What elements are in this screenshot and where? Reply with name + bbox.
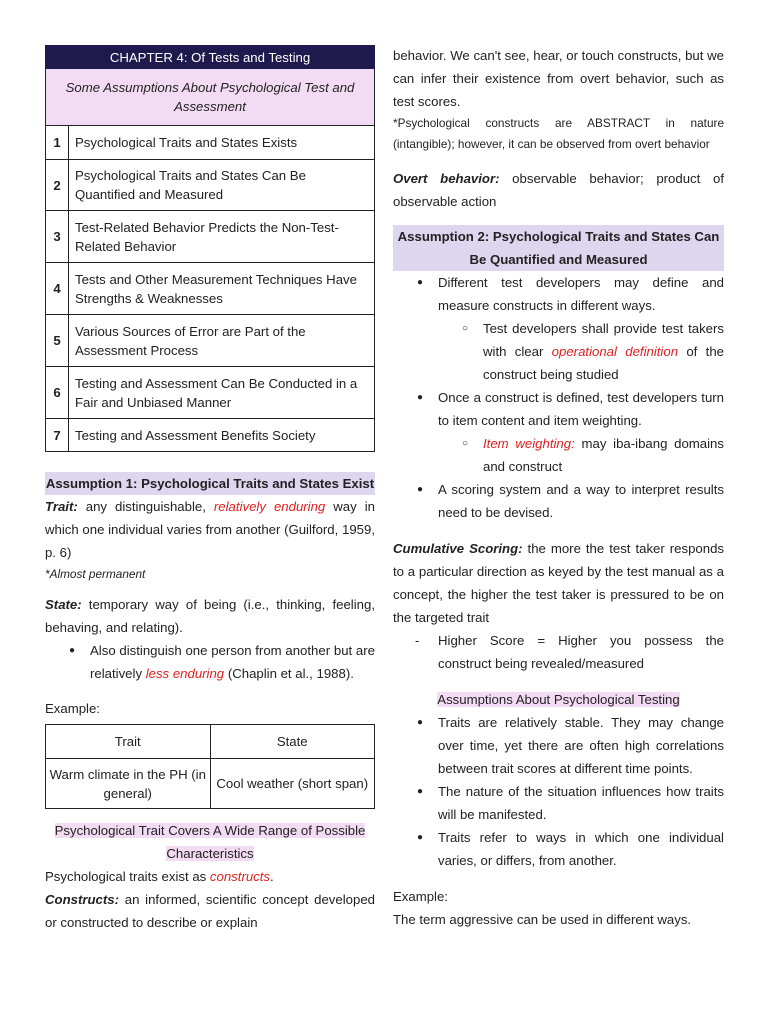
trait-term: Trait: [45, 499, 78, 514]
row-number: 5 [46, 315, 69, 367]
state-term: State: [45, 597, 82, 612]
trait-note: *Almost permanent [45, 567, 146, 581]
list-item: ● The nature of the situation influences how traits will be manifested. [417, 784, 724, 822]
row-number: 6 [46, 367, 69, 419]
state-bullets [45, 639, 375, 685]
constructs-line: Psychological traits exist as constructs. [45, 869, 274, 884]
header-state: State [210, 725, 375, 759]
trait-highlight: relatively enduring [213, 499, 326, 514]
list-item: ● Different test developers may define and measure constructs in different ways. [417, 275, 724, 313]
cell-trait: Warm climate in the PH (in general) [46, 759, 211, 809]
list-item: ● A scoring system and a way to interpret results need to be devised. [417, 482, 724, 520]
cumulative-term: Cumulative Scoring: [393, 541, 523, 556]
testing-heading: Assumptions About Psychological Testing [437, 692, 680, 707]
overt-term: Overt behavior: [393, 171, 500, 186]
cell-state: Cool weather (short span) [210, 759, 375, 809]
row-text: Psychological Traits and States Can Be Quantified and Measured [69, 160, 375, 211]
assumption2-heading: Assumption 2: Psychological Traits and States Can Be Quantified and Measured [393, 225, 724, 271]
row-number: 3 [46, 211, 69, 263]
trait-text-end: way in which one individual varies from another (Guilford, 1959, p. 6) [45, 499, 375, 560]
dash-list [393, 629, 724, 675]
assumption2-bullets [393, 271, 724, 524]
list-item: ● Traits are relatively stable. They may change over time, yet there are often high correlations between trait scores at different time points. [417, 715, 724, 776]
row-number: 7 [46, 419, 69, 452]
constructs-definition: Constructs: an informed, scientific concept developed or constructed to describe or explain [45, 892, 375, 930]
constructs-term: Constructs: [45, 892, 119, 907]
row-text: Tests and Other Measurement Techniques Have Strengths & Weaknesses [69, 263, 375, 315]
trait-definition [45, 495, 375, 564]
cumulative-definition: Cumulative Scoring: the more the test taker responds to a particular direction as keyed by the test manual as a concept, the higher the test taker is pressured to be on the targeted trait [393, 541, 724, 625]
testing-heading-wrap [393, 688, 724, 711]
row-text: Psychological Traits and States Exists [69, 126, 375, 160]
example-label-right: Example: [393, 889, 448, 904]
abstract-note: *Psychological constructs are ABSTRACT in nature (intangible); however, it can be observed from overt behavior [393, 116, 724, 151]
list-item: ○ Item weighting: may iba-ibang domains and construct [462, 436, 724, 474]
aggressive-line: The term aggressive can be used in different ways. [393, 912, 692, 927]
left-column [45, 45, 375, 934]
range-heading: Psychological Trait Covers A Wide Range of Possible Characteristics [54, 823, 366, 861]
chapter-table [45, 45, 375, 452]
list-item: ○ Test developers shall provide test takers with clear operational definition of the construct being studied [462, 321, 724, 382]
state-text: temporary way of being (i.e., thinking, feeling, behaving, and relating). [45, 597, 375, 635]
state-definition [45, 593, 375, 639]
row-text: Various Sources of Error are Part of the Assessment Process [69, 315, 375, 367]
list-item: ● Once a construct is defined, test developers turn to item content and item weighting. [417, 390, 724, 428]
row-number: 2 [46, 160, 69, 211]
assumption1-heading: Assumption 1: Psychological Traits and States Exist [45, 472, 375, 495]
chapter-title: CHAPTER 4: Of Tests and Testing [46, 46, 375, 69]
row-number: 4 [46, 263, 69, 315]
list-item: ● Traits refer to ways in which one individual varies, or differs, from another. [417, 830, 724, 868]
row-text: Testing and Assessment Can Be Conducted in a Fair and Unbiased Manner [69, 367, 375, 419]
row-number: 1 [46, 126, 69, 160]
header-trait: Trait [46, 725, 211, 759]
example-label: Example: [45, 701, 100, 716]
example-table [45, 724, 375, 809]
constructs-continued: behavior. We can't see, hear, or touch constructs, but we can infer their existence from overt behavior, such as test scores. [393, 48, 724, 109]
range-heading-wrap [45, 819, 375, 865]
testing-bullets [393, 711, 724, 872]
trait-text: any distinguishable, [77, 499, 214, 514]
list-item: - Higher Score = Higher you possess the construct being revealed/measured [415, 633, 724, 671]
chapter-subtitle: Some Assumptions About Psychological Test and Assessment [46, 69, 375, 126]
right-column [393, 44, 724, 931]
overt-definition: Overt behavior: observable behavior; product of observable action [393, 171, 724, 209]
list-item: ● Also distinguish one person from another but are relatively less enduring (Chaplin et al., 1988). [69, 643, 375, 681]
row-text: Testing and Assessment Benefits Society [69, 419, 375, 452]
row-text: Test-Related Behavior Predicts the Non-Test-Related Behavior [69, 211, 375, 263]
